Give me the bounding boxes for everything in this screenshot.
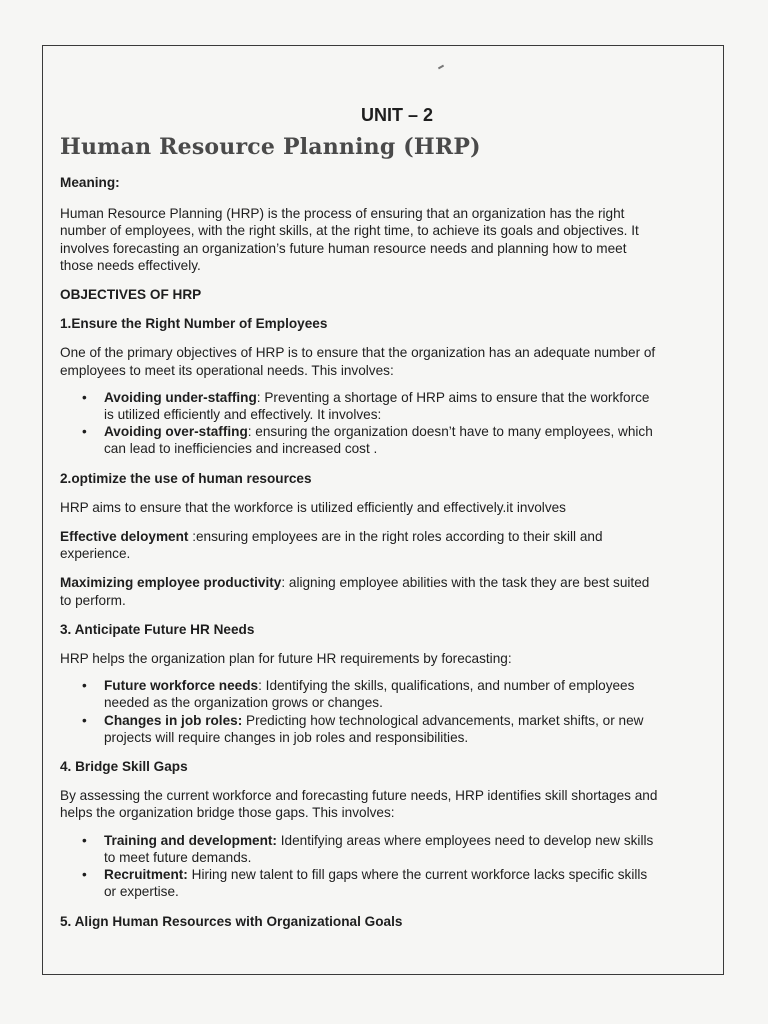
section-3-heading: 3. Anticipate Future HR Needs [60,621,255,637]
bullet-icon: • [82,389,87,405]
document-body [60,58,660,930]
deployment-text: :ensuring employees are in the right roles according to their skill and experience. [60,529,603,562]
list-item [82,389,660,423]
list-item-text: : ensuring the organization doesn’t have to many employees, which can lead to inefficiencies and increased cost . [104,424,653,457]
section-4-intro: By assessing the current workforce and forecasting future needs, HRP identifies skill shortages and helps the organization bridge those gaps. This involves: [60,788,658,821]
list-item-text: Identifying areas where employees need to develop new skills to meet future demands. [104,832,654,865]
list-item [82,712,660,746]
bullet-icon: • [82,832,87,848]
meaning-label: Meaning: [60,175,120,190]
bullet-icon: • [82,712,87,728]
list-item-term: Avoiding under-staffing [104,389,257,405]
section-3-intro: HRP helps the organization plan for future HR requirements by forecasting: [60,651,512,667]
unit-heading: UNIT – 2 [360,105,434,125]
section-2-paragraph-deployment [60,528,660,562]
section-1-list [60,389,660,458]
bullet-icon: • [82,424,87,440]
list-item-text: : Identifying the skills, qualifications, and number of employees needed as the organization grows or changes. [104,678,635,711]
productivity-text: : aligning employee abilities with the task they are best suited to perform. [60,575,650,608]
productivity-term: Maximizing employee productivity [60,575,282,591]
section-2-intro: HRP aims to ensure that the workforce is utilized efficiently and effectively.it involves [60,499,566,515]
section-1-heading: 1.Ensure the Right Number of Employees [60,316,328,332]
deployment-term: Effective deloyment [60,529,189,545]
list-item-term: Avoiding over-staffing [104,424,248,440]
section-2-paragraph-productivity [60,574,660,608]
list-item [82,832,660,866]
list-item [82,677,660,711]
list-item [82,423,660,457]
bullet-icon: • [82,867,87,883]
list-item [82,866,660,900]
list-item-term: Future workforce needs [104,678,259,694]
section-2-heading: 2.optimize the use of human resources [60,470,312,486]
bullet-icon: • [82,678,87,694]
section-3-list [60,677,660,746]
list-item-text: Hiring new talent to fill gaps where the current workforce lacks specific skills or expertise. [104,867,648,900]
list-item-text: Predicting how technological advancements, market shifts, or new projects will require changes in job roles and responsibilities. [104,712,644,745]
objectives-heading: OBJECTIVES OF HRP [60,287,202,303]
list-item-term: Training and development: [104,832,277,848]
list-item-term: Recruitment: [104,867,188,883]
section-4-heading: 4. Bridge Skill Gaps [60,759,188,775]
list-item-text: : Preventing a shortage of HRP aims to ensure that the workforce is utilized efficiently and effectively. It involves: [104,389,650,423]
meaning-paragraph: Human Resource Planning (HRP) is the process of ensuring that an organization has the right number of employees, with the right skills, at the right time, to achieve its goals and objectives. It involves forecasting an organization’s future human resource needs and planning how to meet those needs effectively. [60,206,639,273]
section-1-intro: One of the primary objectives of HRP is to ensure that the organization has an adequate number of employees to meet its operational needs. This involves: [60,345,656,378]
list-item-term: Changes in job roles: [104,712,243,728]
section-4-list [60,832,660,901]
page-title: Human Resource Planning (HRP) [60,134,481,160]
section-5-heading: 5. Align Human Resources with Organizational Goals [60,913,403,929]
